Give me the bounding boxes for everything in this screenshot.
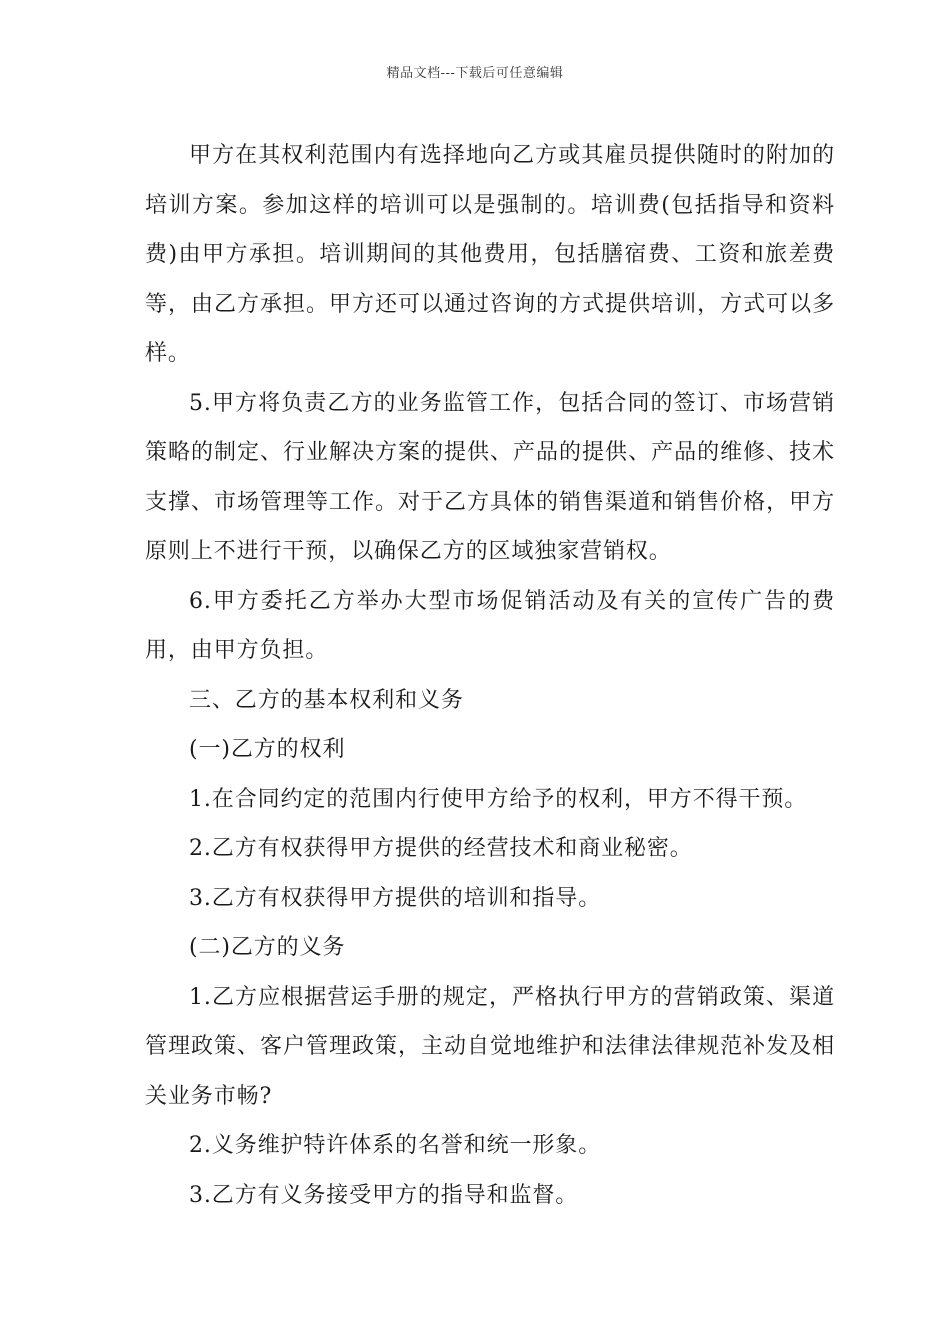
- section-heading-3: 三、乙方的基本权利和义务: [189, 687, 464, 713]
- document-body: [145, 131, 835, 1220]
- rights-item-2: 2.乙方有权获得甲方提供的经营技术和商业秘密。: [189, 836, 693, 861]
- paragraph-item-5: 5.甲方将负责乙方的业务监管工作，包括合同的签订、市场营销策略的制定、行业解决方案的提供、产品的提供、产品的维修、技术支撑、市场管理等工作。对于乙方具体的销售渠道和销售价格，甲方原则上不进行干预，以确保乙方的区域独家营销权。: [145, 390, 835, 564]
- obligations-item-1: 1.乙方应根据营运手册的规定，严格执行甲方的营销政策、渠道管理政策、客户管理政策，主动自觉地维护和法律法律规范补发及相关业务市畅?: [145, 984, 835, 1109]
- rights-item-1: 1.在合同约定的范围内行使甲方给予的权利，甲方不得干预。: [189, 786, 808, 812]
- obligations-item-3: 3.乙方有义务接受甲方的指导和监督。: [189, 1182, 579, 1208]
- page-header: 精品文档---下载后可任意编辑: [386, 66, 564, 81]
- subsection-heading-obligations: (二)乙方的义务: [189, 935, 346, 960]
- obligations-item-2: 2.义务维护特许体系的名誉和统一形象。: [189, 1133, 602, 1158]
- paragraph-item-6: 6.甲方委托乙方举办大型市场促销活动及有关的宣传广告的费用，由甲方负担。: [145, 588, 835, 663]
- rights-item-3: 3.乙方有权获得甲方提供的培训和指导。: [189, 885, 602, 911]
- paragraph-training: 甲方在其权利范围内有选择地向乙方或其雇员提供随时的附加的培训方案。参加这样的培训可以是强制的。培训费(包括指导和资料费)由甲方承担。培训期间的其他费用，包括膳宿费、工资和旅差费等，由乙方承担。甲方还可以通过咨询的方式提供培训，方式可以多样。: [145, 143, 835, 366]
- subsection-heading-rights: (一)乙方的权利: [189, 737, 346, 762]
